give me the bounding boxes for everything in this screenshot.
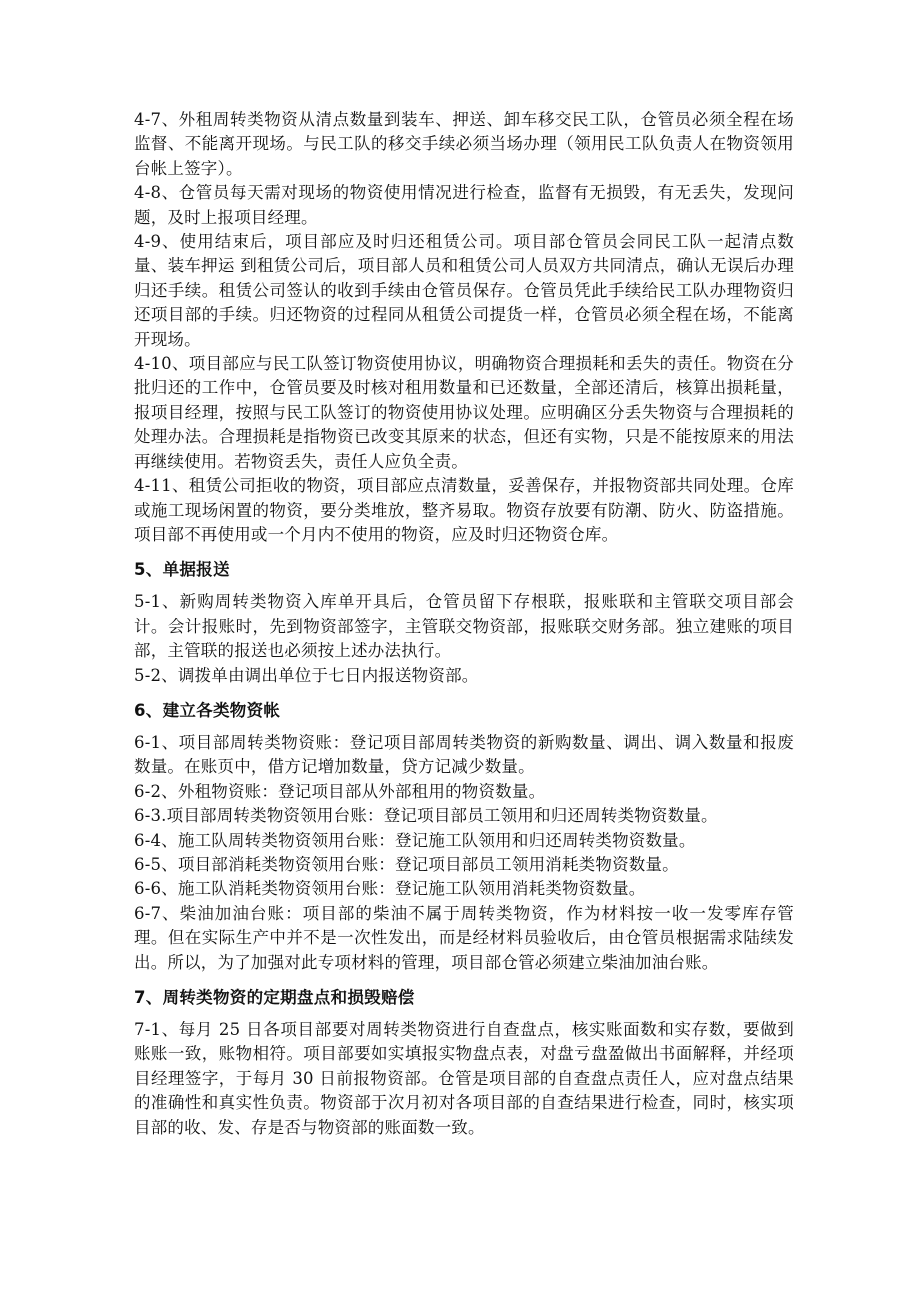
paragraph-4-7: 4-7、外租周转类物资从清点数量到装车、押送、卸车移交民工队，仓管员必须全程在场监督、不能离开现场。与民工队的移交手续必须当场办理（领用民工队负责人在物资领用台帐上签字）。 (134, 110, 794, 178)
paragraph-6-1: 6-1、项目部周转类物资账：登记项目部周转类物资的新购数量、调出、调入数量和报废数量。在账页中，借方记增加数量，贷方记减少数量。 (134, 732, 794, 777)
section-heading-5: 5、单据报送 (134, 560, 230, 580)
paragraph-5-1: 5-1、新购周转类物资入库单开具后，仓管员留下存根联，报账联和主管联交项目部会计。会计报账时，先到物资部签字，主管联交物资部，报账联交财务部。独立建账的项目部，主管联的报送也必须按上述办法执行。 (134, 592, 794, 661)
paragraph-6-2: 6-2、外租物资账：登记项目部从外部租用的物资数量。 (134, 781, 546, 801)
paragraph-5-2: 5-2、调拨单由调出单位于七日内报送物资部。 (134, 665, 479, 685)
section-heading-6: 6、建立各类物资帐 (134, 700, 281, 720)
paragraph-7-1: 7-1、每月 25 日各项目部要对周转类物资进行自查盘点，核实账面数和实存数，要做到账账一致，账物相符。项目部要如实填报实物盘点表，对盘亏盘盈做出书面解释，并经项目经理签字，于每月 30 日前报物资部。仓管是项目部的自查盘点责任人，应对盘点结果的准确性和真实性负责。物资部于次月初对各项目部的自查结果进行检查，同时，核实项目部的收、发、存是否与物资部的账面数一致。 (134, 1020, 794, 1137)
section-heading-7: 7、周转类物资的定期盘点和损毁赔偿 (134, 988, 415, 1007)
paragraph-4-8: 4-8、仓管员每天需对现场的物资使用情况进行检查，监督有无损毁，有无丢失，发现问题，及时上报项目经理。 (134, 183, 794, 227)
paragraph-6-6: 6-6、施工队消耗类物资领用台账：登记施工队领用消耗类物资数量。 (134, 879, 646, 899)
paragraph-4-11: 4-11、租赁公司拒收的物资，项目部应点清数量，妥善保存，并报物资部共同处理。仓库或施工现场闲置的物资，要分类堆放，整齐易取。物资存放要有防潮、防火、防盗措施。项目部不再使用或一个月内不使用的物资，应及时归还物资仓库。 (134, 476, 794, 544)
paragraph-6-3: 6-3.项目部周转类物资领用台账：登记项目部员工领用和归还周转类物资数量。 (134, 806, 718, 826)
paragraph-6-5: 6-5、项目部消耗类物资领用台账：登记项目部员工领用消耗类物资数量。 (134, 854, 679, 874)
paragraph-4-9: 4-9、使用结束后，项目部应及时归还租赁公司。项目部仓管员会同民工队一起清点数量、装车押运 到租赁公司后，项目部人员和租赁公司人员双方共同清点，确认无误后办理归还手续。租赁公司签认的收到手续由仓管员保存。仓管员凭此手续给民工队办理物资归还项目部的手续。归还物资的过程同从租赁公司提货一样，仓管员必须全程在场，不能离开现场。 (134, 232, 794, 349)
paragraph-6-4: 6-4、施工队周转类物资领用台账：登记施工队领用和归还周转类物资数量。 (134, 830, 696, 850)
paragraph-4-10: 4-10、项目部应与民工队签订物资使用协议，明确物资合理损耗和丢失的责任。物资在分批归还的工作中，仓管员要及时核对租用数量和已还数量，全部还清后，核算出损耗量，报项目经理，按照与民工队签订的物资使用协议处理。应明确区分丢失物资与合理损耗的处理办法。合理损耗是指物资已改变其原来的状态，但还有实物，只是不能按原来的用法再继续使用。若物资丢失，责任人应负全责。 (134, 354, 794, 471)
document-body (134, 108, 794, 1140)
paragraph-6-7: 6-7、柴油加油台账：项目部的柴油不属于周转类物资，作为材料按一收一发零库存管理。但在实际生产中并不是一次性发出，而是经材料员验收后，由仓管员根据需求陆续发出。所以，为了加强对此专项材料的管理，项目部仓管必须建立柴油加油台账。 (134, 903, 794, 972)
